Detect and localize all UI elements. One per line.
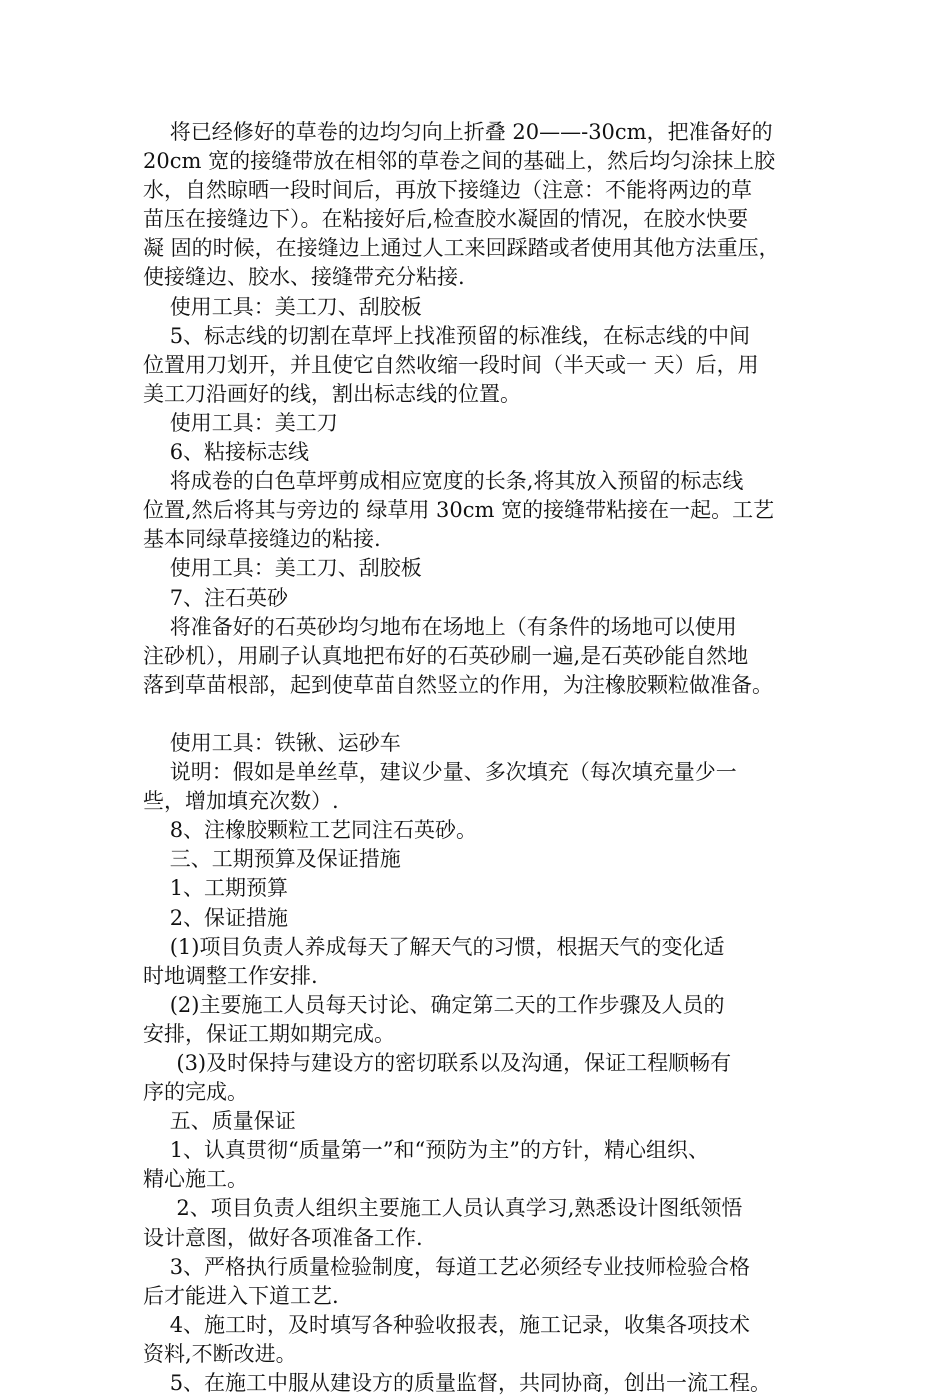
text-line: 注砂机），用刷子认真地把布好的石英砂刷一遍,是石英砂能自然地 [143,643,749,668]
text-line: 美工刀沿画好的线，割出标志线的位置。 [143,381,521,406]
text-line: 5、标志线的切割在草坪上找准预留的标准线，在标志线的中间 [143,323,751,348]
text-line: 使用工具：美工刀 [143,410,338,435]
text-line: 后才能进入下道工艺. [143,1283,339,1308]
text-line: 位置用刀划开，并且使它自然收缩一段时间（半天或一 天）后，用 [143,352,759,377]
text-line: 设计意图，做好各项准备工作. [143,1225,423,1250]
text-line: 1、工期预算 [143,876,289,901]
text-line: 20cm 宽的接缝带放在相邻的草卷之间的基础上，然后均匀涂抹上胶 [143,149,776,174]
section-heading: 三、工期预算及保证措施 [143,847,401,872]
text-line: 使用工具：美工刀、刮胶板 [143,294,422,319]
text-line: 使接缝边、胶水、接缝带充分粘接. [143,265,465,290]
text-line: 水，自然晾晒一段时间后，再放下接缝边（注意：不能将两边的草 [143,178,752,203]
text-line: 5、在施工中服从建设方的质量监督，共同协商，创出一流工程。 [143,1371,772,1396]
section-heading: 五、质量保证 [143,1109,296,1134]
text-line: 使用工具：铁锹、运砂车 [143,730,401,755]
text-line: 7、注石英砂 [143,585,289,610]
text-line: 资料,不断改进。 [143,1341,297,1366]
text-line: 2、项目负责人组织主要施工人员认真学习,熟悉设计图纸领悟 [143,1196,743,1221]
text-line: 位置,然后将其与旁边的 绿草用 30cm 宽的接缝带粘接在一起。工艺 [143,498,775,523]
text-line: (1)项目负责人养成每天了解天气的习惯，根据天气的变化适 [143,934,725,959]
text-line: 基本同绿草接缝边的粘接. [143,527,381,552]
text-line: 序的完成。 [143,1080,248,1105]
text-line: 2、保证措施 [143,905,289,930]
text-line: 4、施工时，及时填写各种验收报表，施工记录，收集各项技术 [143,1312,751,1337]
text-line: 使用工具：美工刀、刮胶板 [143,556,422,581]
text-line: 时地调整工作安排. [143,963,318,988]
document-body [143,118,823,1398]
blank-line [143,700,823,729]
text-line: 将准备好的石英砂均匀地布在场地上（有条件的场地可以使用 [143,614,737,639]
text-line: 将已经修好的草卷的边均匀向上折叠 20——-30cm，把准备好的 [143,120,773,144]
text-line: (2)主要施工人员每天讨论、确定第二天的工作步骤及人员的 [143,992,725,1017]
text-line: 将成卷的白色草坪剪成相应宽度的长条,将其放入预留的标志线 [143,469,744,494]
text-line: 3、严格执行质量检验制度，每道工艺必须经专业技师检验合格 [143,1254,751,1279]
text-line: 落到草苗根部，起到使草苗自然竖立的作用，为注橡胶颗粒做准备。 [143,672,773,697]
text-line: (3)及时保持与建设方的密切联系以及沟通，保证工程顺畅有 [143,1051,732,1075]
text-line: 苗压在接缝边下）。在粘接好后,检查胶水凝固的情况，在胶水快要 [143,207,749,232]
text-line: 安排，保证工期如期完成。 [143,1021,395,1046]
text-line: 说明：假如是单丝草，建议少量、多次填充（每次填充量少一 [143,760,737,785]
text-line: 些，增加填充次数）. [143,789,339,814]
text-line: 精心施工。 [143,1167,248,1192]
text-line: 8、注橡胶颗粒工艺同注石英砂。 [143,818,478,843]
text-line: 1、认真贯彻“质量第一”和“预防为主”的方针，精心组织、 [143,1138,710,1163]
text-line: 凝 固的时候，在接缝边上通过人工来回踩踏或者使用其他方法重压， [143,236,780,261]
text-line: 6、粘接标志线 [143,440,310,465]
